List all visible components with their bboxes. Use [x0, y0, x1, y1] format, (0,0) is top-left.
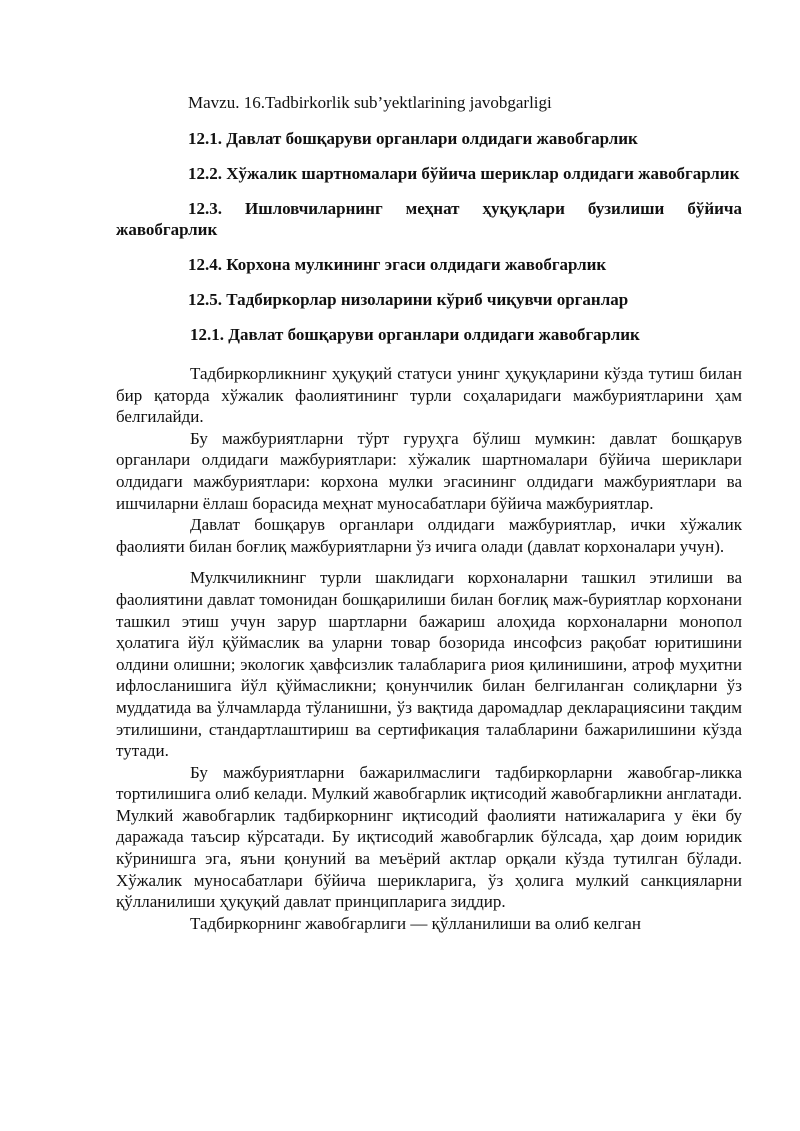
heading-12-5: 12.5. Тадбиркорлар низоларини кўриб чиқувчи органлар	[188, 290, 629, 309]
heading-12-2: 12.2. Хўжалик шартномалари бўйича шериклар олдидаги жавобгарлик	[188, 164, 740, 183]
document-body	[116, 92, 742, 934]
heading-12-4: 12.4. Корхона мулкининг эгаси олдидаги жавобгарлик	[188, 255, 607, 274]
paragraph-5: Бу мажбуриятларни бажарилмаслиги тадбиркорларни жавобгар-ликка тортилишига олиб келади. Мулкий жавобгарлик иқтисодий жавобгарликни англатади. Мулкий жавобгарлик тадбиркорнинг иқтисодий фаолияти натижаларига у ёки бу даражада таъсир кўрсатади. Бу иқтисодий жавобгарлик бўлсада, ҳар доим юридик кўринишга эга, яъни қонуний ва меъёрий актлар орқали кўзда тутилган бўлади. Хўжалик муносабатлари бўйича шерикларига, ўз ҳолига мулкий санкцияларни қўлланилиши ҳуқуқий давлат принципларига зиддир.	[116, 762, 742, 912]
paragraph-6: Тадбиркорнинг жавобгарлиги — қўлланилиши ва олиб келган	[190, 913, 641, 933]
paragraph-1: Тадбиркорликнинг ҳуқуқий статуси унинг ҳуқуқларини кўзда тутиш билан бир қаторда хўжалик фаолиятининг турли соҳаларидаги мажбуриятларини ҳам белгилайди.	[116, 364, 742, 427]
paragraph-2: Бу мажбуриятларни тўрт гуруҳга бўлиш мумкин: давлат бошқарув органлари олдидаги мажбуриятлари: хўжалик шартномалари бўйича шериклари олдидаги мажбуриятлари: корхона мулки эгасининг олдидаги мажбуриятлари ва ишчиларни ёллаш борасида меҳнат муносабатлари бўйича мажбуриятлар.	[116, 428, 742, 513]
heading-12-1: 12.1. Давлат бошқаруви органлари олдидаги жавобгарлик	[188, 129, 638, 148]
heading-12-3: 12.3. Ишловчиларнинг меҳнат ҳуқуқлари бузилиши бўйича жавобгарлик	[116, 199, 742, 239]
section-title: 12.1. Давлат бошқаруви органлари олдидаги жавобгарлик	[190, 325, 640, 344]
topic-line: Mavzu. 16.Tadbirkorlik sub’yektlarining javobgarligi	[188, 93, 552, 112]
paragraph-3: Давлат бошқарув органлари олдидаги мажбуриятлар, ички хўжалик фаолияти билан боғлиқ мажбуриятларни ўз ичига олади (давлат корхоналари учун).	[116, 515, 742, 556]
paragraph-4: Мулкчиликнинг турли шаклидаги корхоналарни ташкил этилиши ва фаолиятини давлат томонидан бошқарилиши билан боғлиқ маж-буриятлар корхонани ташкил этиш учун зарур шартларни бажариш алоҳида корхоналарни монопол ҳолатига йўл қўймаслик ва уларни товар бозорида инсофсиз рақобат юритишини олдини олишни; экологик ҳавфсизлик талабларига риоя қилинишини, атроф муҳитни ифлосланишига йўл қўймасликни; қонунчилик билан белгиланган солиқларни ўз муддатида ва ўлчамларда тўланишни, ўз вақтида даромадлар декларациясини тақдим этилишини, стандартлаштириш ва сертификация талабларини бажарилишини кўзда тутади.	[116, 568, 742, 761]
